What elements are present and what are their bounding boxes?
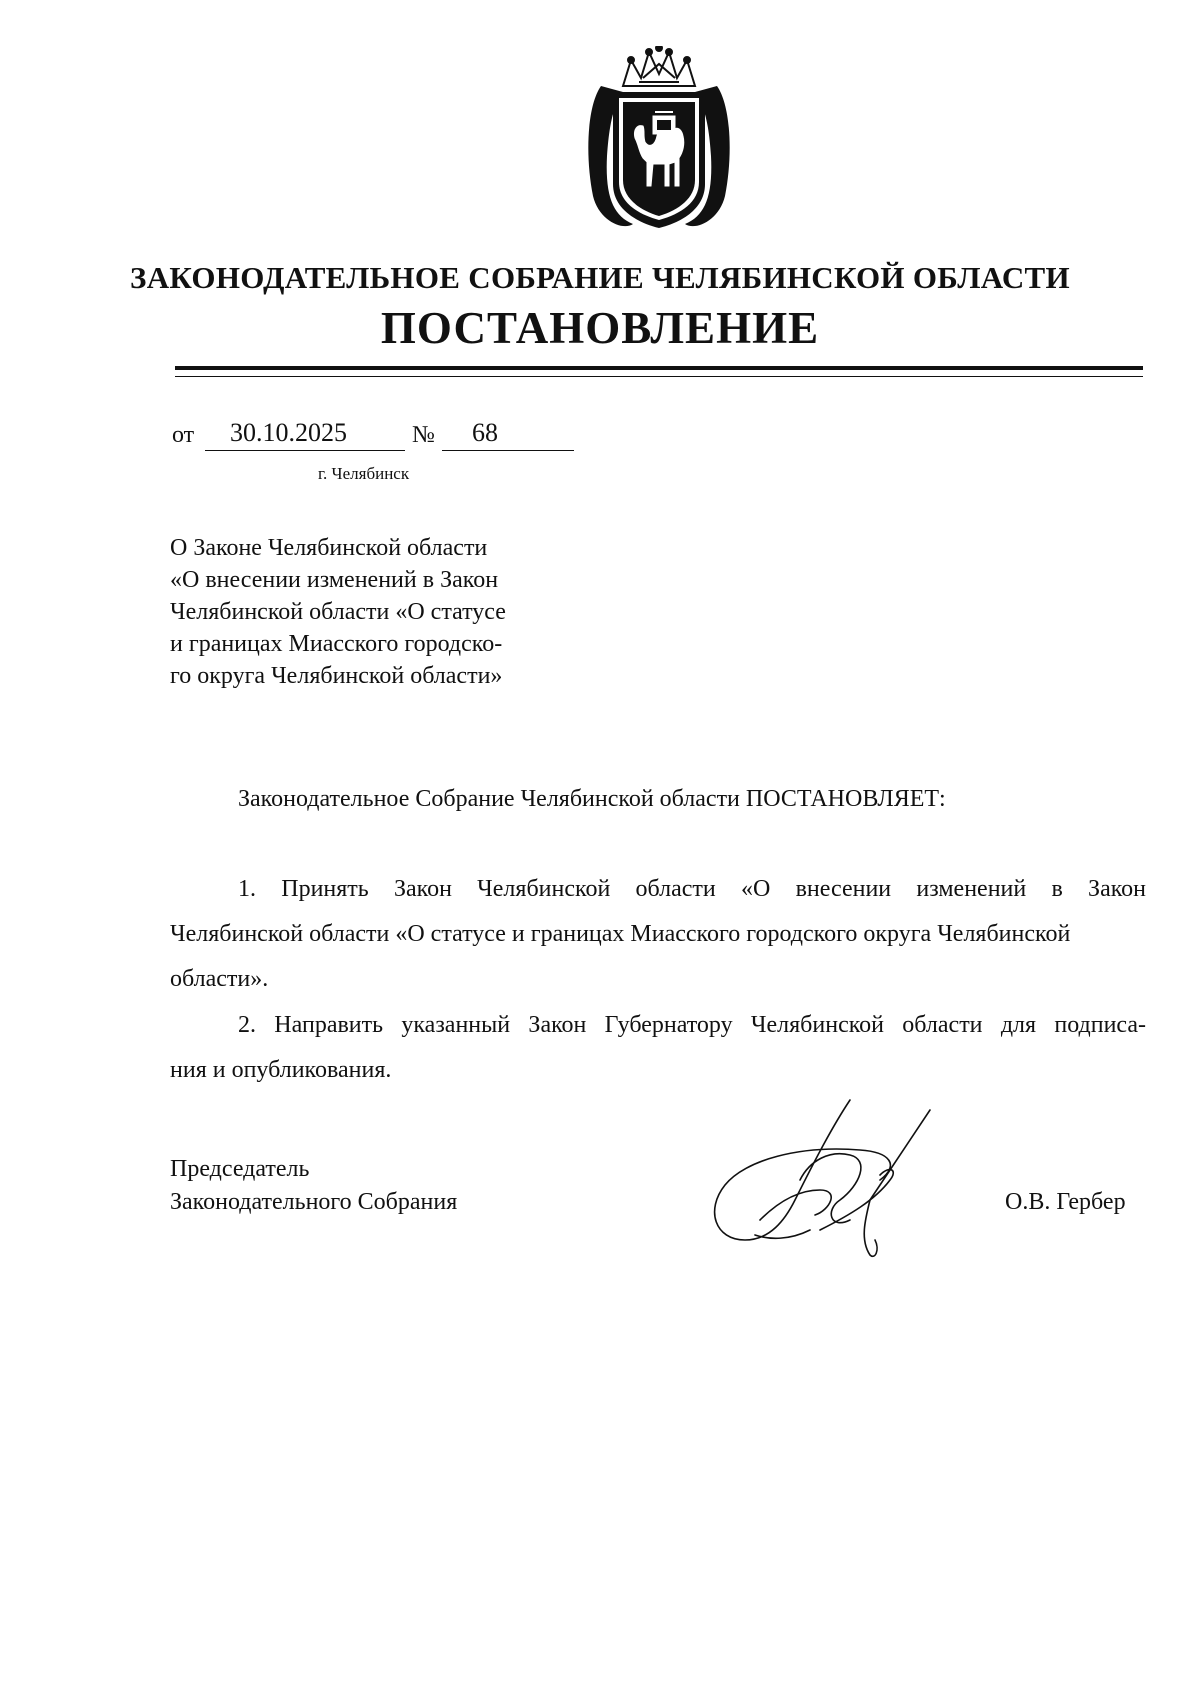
signer-position-line: Законодательного Собрания <box>170 1189 458 1215</box>
item-2-line: ния и опубликования. <box>170 1057 392 1083</box>
item-1-line: Челябинской области «О статусе и границах Миасского городского округа Челябинской <box>170 921 1071 947</box>
subject-line: О Законе Челябинской области <box>170 535 488 561</box>
document-subject <box>170 532 535 692</box>
document-type-title: ПОСТАНОВЛЕНИЕ <box>380 303 820 353</box>
signer-name: О.В. Гербер <box>1005 1189 1126 1215</box>
item-1-line: 1. Принять Закон Челябинской области «О внесении изменений в Закон <box>238 876 1146 902</box>
subject-line: и границах Миасского городско- <box>170 631 503 657</box>
preamble: Законодательное Собрание Челябинской области ПОСТАНОВЛЯЕТ: <box>238 786 946 812</box>
handwritten-signature <box>700 1090 980 1270</box>
organization-title: ЗАКОНОДАТЕЛЬНОЕ СОБРАНИЕ ЧЕЛЯБИНСКОЙ ОБЛАСТИ <box>130 260 1070 295</box>
document-date: 30.10.2025 <box>230 418 347 447</box>
number-underline <box>442 450 574 451</box>
document-number: 68 <box>472 418 498 447</box>
header-rule-thin <box>175 376 1143 377</box>
subject-line: «О внесении изменений в Закон <box>170 567 499 593</box>
header-rule-thick <box>175 366 1143 370</box>
item-1-line: области». <box>170 966 269 992</box>
date-underline <box>205 450 405 451</box>
document-city: г. Челябинск <box>318 464 410 483</box>
subject-line: Челябинской области «О статусе <box>170 599 506 625</box>
date-prefix: от <box>172 422 195 448</box>
item-2-line: 2. Направить указанный Закон Губернатору Челябинской области для подписа- <box>238 1012 1146 1038</box>
signer-position-line: Председатель <box>170 1156 310 1182</box>
signer-position <box>170 1153 457 1219</box>
coat-of-arms-icon <box>583 46 735 236</box>
number-prefix: № <box>412 422 435 448</box>
subject-line: го округа Челябинской области» <box>170 663 503 689</box>
